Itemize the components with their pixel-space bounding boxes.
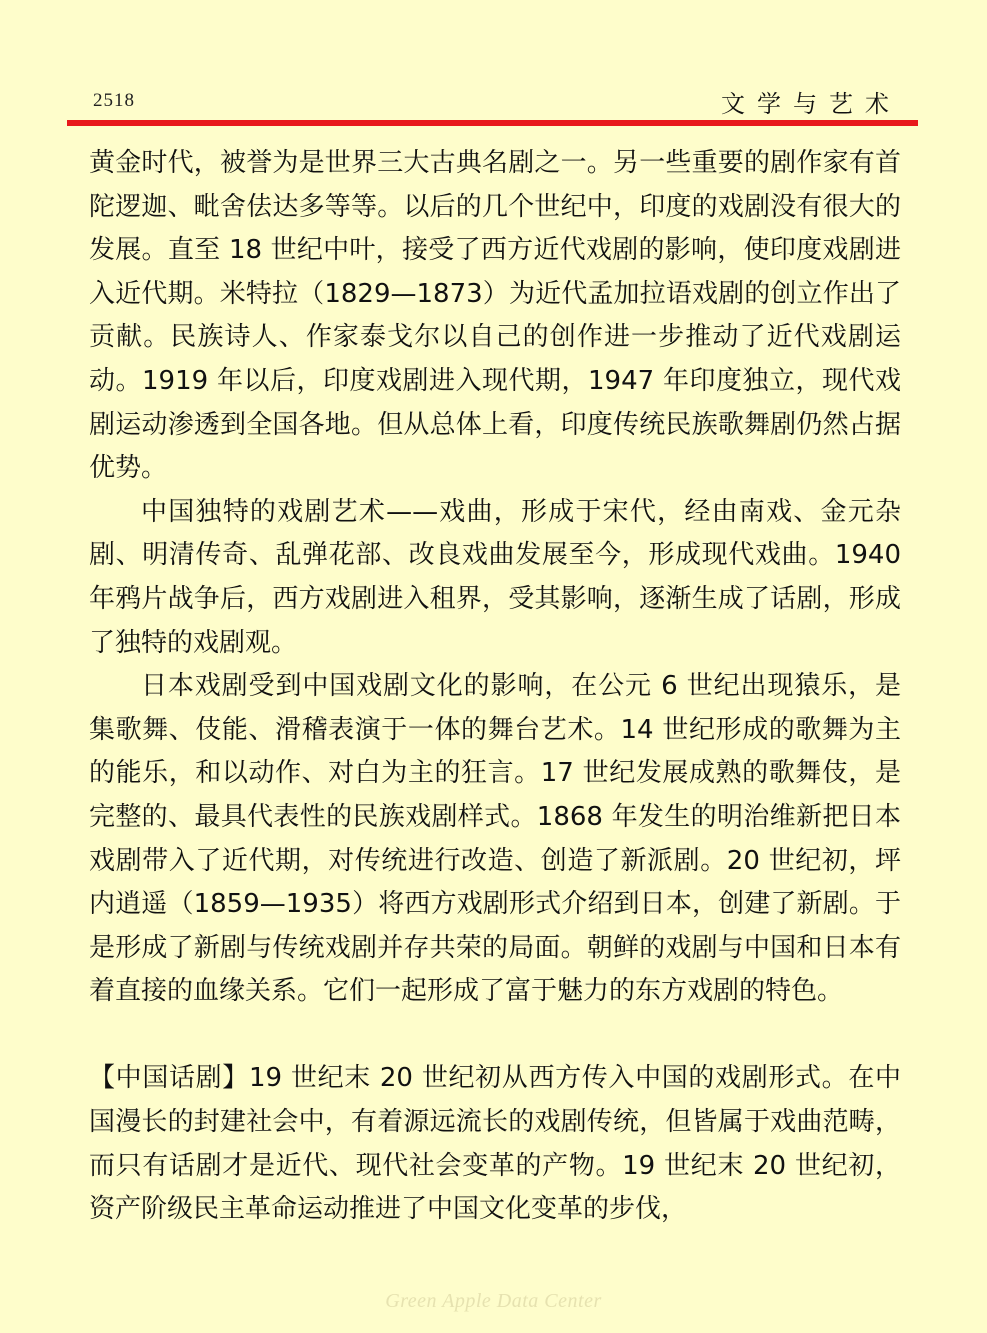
watermark: Green Apple Data Center	[385, 1290, 602, 1312]
page-number: 2518	[93, 90, 135, 111]
paragraph-japanese-drama: 日本戏剧受到中国戏剧文化的影响，在公元 6 世纪出现猿乐，是集歌舞、伎能、滑稽表演于一体的舞台艺术。14 世纪形成的歌舞为主的能乐，和以动作、对白为主的狂言。17 世纪发展成熟的歌舞伎，是完整的、最具代表性的民族戏剧样式。1868 年发生的明治维新把日本戏剧带入了近代期，对传统进行改造、创造了新派剧。20 世纪初，坪内逍遥（1859—1935）将西方戏剧形式介绍到日本，创建了新剧。于是形成了新剧与传统戏剧并存共荣的局面。朝鲜的戏剧与中国和日本有着直接的血缘关系。它们一起形成了富于魅力的东方戏剧的特色。	[89, 671, 901, 1007]
article-body	[89, 142, 901, 1232]
paragraph-chinese-opera: 中国独特的戏剧艺术——戏曲，形成于宋代，经由南戏、金元杂剧、明清传奇、乱弹花部、改良戏曲发展至今，形成现代戏曲。1940 年鸦片战争后，西方戏剧进入租界，受其影响，逐渐生成了话剧，形成了独特的戏剧观。	[89, 496, 901, 658]
entry-chinese-spoken-drama: 【中国话剧】19 世纪末 20 世纪初从西方传入中国的戏剧形式。在中国漫长的封建社会中，有着源远流长的戏剧传统，但皆属于戏曲范畴，而只有话剧才是近代、现代社会变革的产物。19 世纪末 20 世纪初，资产阶级民主革命运动推进了中国文化变革的步伐，	[89, 1063, 901, 1225]
paragraph-india-drama: 黄金时代，被誉为是世界三大古典名剧之一。另一些重要的剧作家有首陀逻迦、毗舍佉达多等等。以后的几个世纪中，印度的戏剧没有很大的发展。直至 18 世纪中叶，接受了西方近代戏剧的影响，使印度戏剧进入近代期。米特拉（1829—1873）为近代孟加拉语戏剧的创立作出了贡献。民族诗人、作家泰戈尔以自己的创作进一步推动了近代戏剧运动。1919 年以后，印度戏剧进入现代期，1947 年印度独立，现代戏剧运动渗透到全国各地。但从总体上看，印度传统民族歌舞剧仍然占据优势。	[89, 148, 901, 484]
header-rule	[67, 120, 918, 126]
running-title: 文学与艺术	[721, 90, 901, 118]
